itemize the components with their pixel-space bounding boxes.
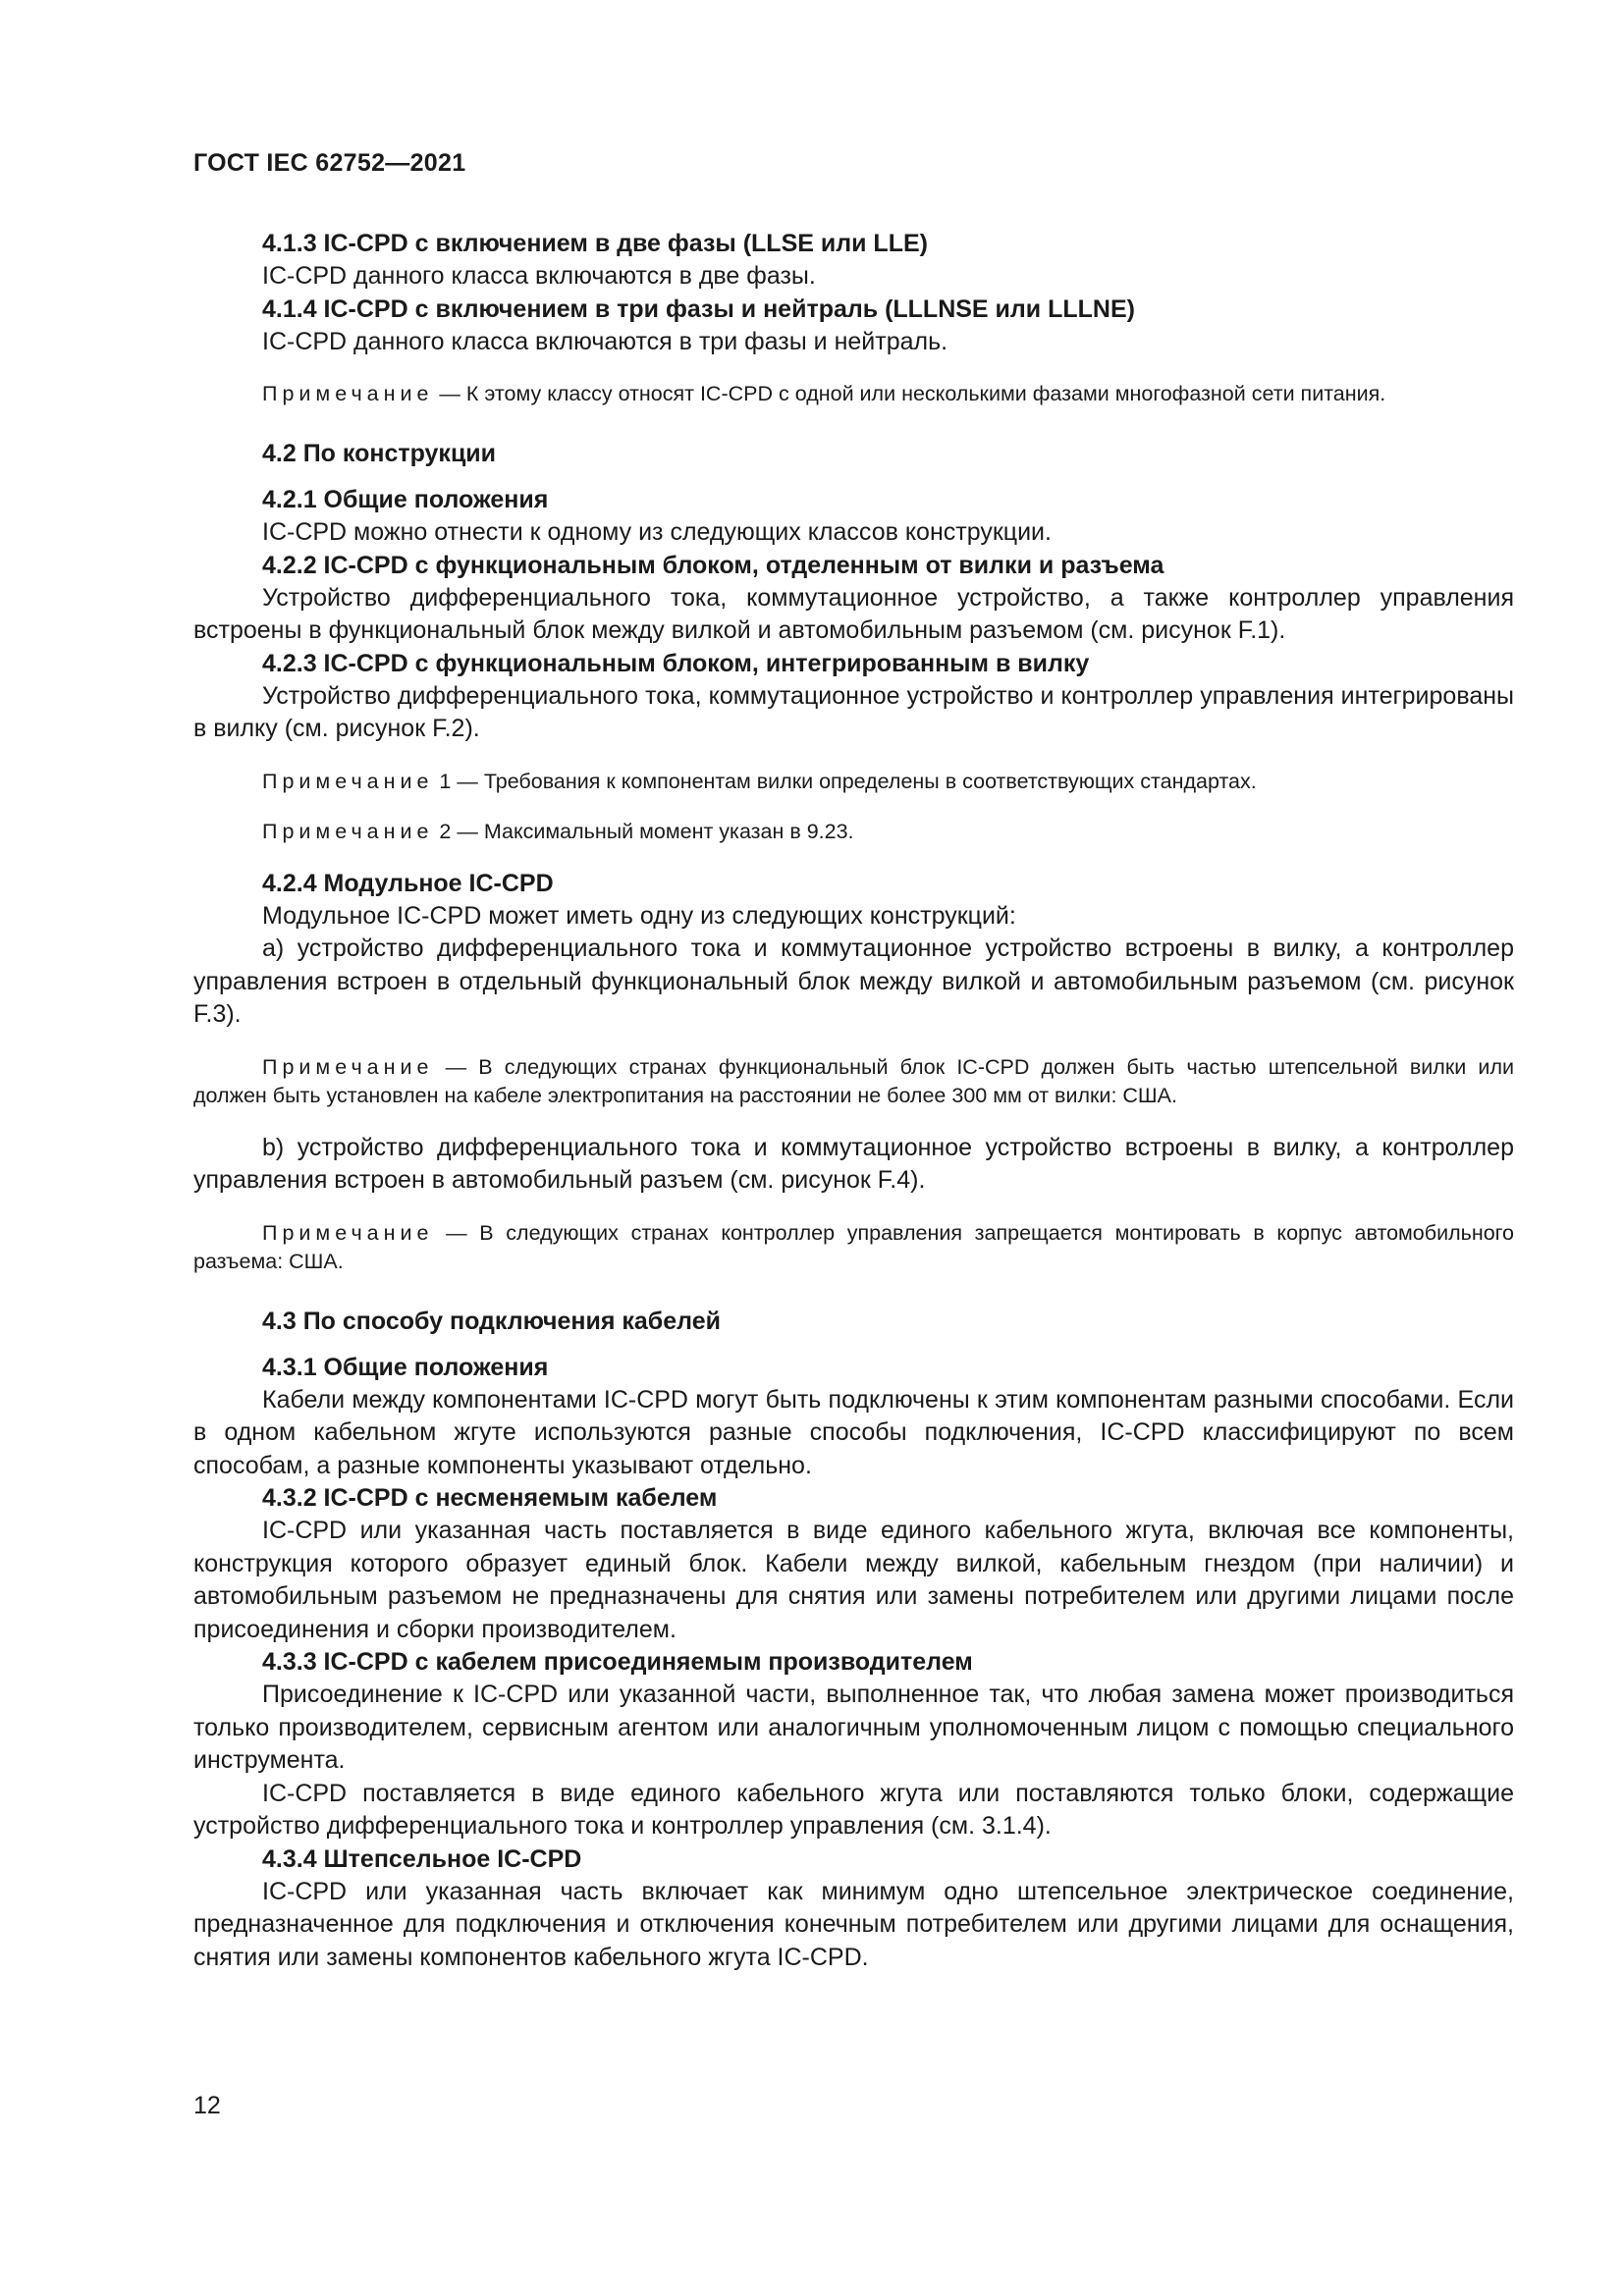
- note: [193, 1219, 1514, 1276]
- section-heading-4-1-4: 4.1.4 IC-CPD с включением в три фазы и нейтраль (LLLNSE или LLLNE): [262, 294, 1135, 323]
- paragraph: IC-CPD поставляется в виде единого кабельного жгута или поставляются только блоки, содержащие устройство дифференциального тока и контроллер управления (см. 3.1.4).: [193, 1779, 1514, 1840]
- section-heading-4-3-2: 4.3.2 IC-CPD с несменяемым кабелем: [262, 1484, 718, 1512]
- note-label: Примечание: [262, 1220, 434, 1245]
- document-header: ГОСТ IEC 62752—2021: [193, 149, 466, 177]
- section-heading-4-3-4: 4.3.4 Штепсельное IC-CPD: [262, 1844, 582, 1873]
- paragraph: IC-CPD можно отнести к одному из следующих классов конструкции.: [262, 518, 1052, 546]
- note: [193, 768, 1514, 796]
- section-heading-4-3-1: 4.3.1 Общие положения: [262, 1353, 549, 1381]
- section-heading-4-3-3: 4.3.3 IC-CPD с кабелем присоединяемым производителем: [262, 1648, 973, 1676]
- paragraph: Модульное IC-CPD может иметь одну из следующих конструкций:: [262, 901, 1016, 930]
- paragraph: Устройство дифференциального тока, коммутационное устройство, а также контроллер управления встроены в функциональный блок между вилкой и автомобильным разъемом (см. рисунок F.1).: [193, 583, 1514, 644]
- note-text: 2 — Максимальный момент указан в 9.23.: [433, 819, 854, 843]
- paragraph: IC-CPD или указанная часть поставляется в виде единого кабельного жгута, включая все компоненты, конструкция которого образует единый блок. Кабели между вилкой, кабельным гнездом (при наличии) и автомобильным разъемом не предназначены для снятия или замены потребителем или другими лицами после присоединения и сборки производителем.: [193, 1517, 1514, 1643]
- paragraph: Кабели между компонентами IC-CPD могут быть подключены к этим компонентам разными способами. Если в одном кабельном жгуте используются разные способы подключения, IC-CPD классифицируют по всем способам, а разные компоненты указывают отдельно.: [193, 1385, 1514, 1479]
- section-heading-4-1-3: 4.1.3 IC-CPD с включением в две фазы (LLSE или LLE): [262, 230, 928, 257]
- note-text: — В следующих странах функциональный блок IC-CPD должен быть частью штепсельной вилки или должен быть установлен на кабеле электропитания на расстоянии не более 300 мм от вилки: США.: [193, 1054, 1514, 1107]
- paragraph: IC-CPD данного класса включаются в три фазы и нейтраль.: [262, 327, 948, 355]
- note-text: — К этому классу относят IC-CPD с одной или несколькими фазами многофазной сети питания.: [433, 382, 1386, 405]
- note-label: Примечание: [262, 382, 434, 405]
- paragraph: IC-CPD или указанная часть включает как минимум одно штепсельное электрическое соединение, предназначенное для подключения и отключения конечным потребителем или другими лицами для оснащения, снятия или замены компонентов кабельного жгута IC-CPD.: [193, 1877, 1514, 1971]
- note-label: Примечание: [262, 819, 434, 843]
- list-item: b) устройство дифференциального тока и коммутационное устройство встроены в вилку, а контроллер управления встроен в автомобильный разъем (см. рисунок F.4).: [193, 1133, 1514, 1194]
- page-number: 12: [193, 2092, 221, 2119]
- section-heading-4-2-4: 4.2.4 Модульное IC-CPD: [262, 869, 554, 897]
- document-body: [193, 228, 1514, 1974]
- note-text: — В следующих странах контроллер управления запрещается монтировать в корпус автомобильного разъема: США.: [193, 1220, 1514, 1273]
- paragraph: IC-CPD данного класса включаются в две фазы.: [262, 262, 816, 290]
- section-heading-4-3: 4.3 По способу подключения кабелей: [262, 1307, 721, 1335]
- section-heading-4-2-2: 4.2.2 IC-CPD с функциональным блоком, отделенным от вилки и разъема: [262, 551, 1164, 579]
- note-label: Примечание: [262, 1054, 434, 1079]
- section-heading-4-2: 4.2 По конструкции: [262, 440, 497, 467]
- list-item: a) устройство дифференциального тока и коммутационное устройство встроены в вилку, а контроллер управления встроен в отдельный функциональный блок между вилкой и автомобильным разъемом (см. рисунок F.3).: [193, 934, 1514, 1028]
- paragraph: Присоединение к IC-CPD или указанной части, выполненное так, что любая замена может производиться только производителем, сервисным агентом или аналогичным уполномоченным лицом с помощью специального инструмента.: [193, 1681, 1514, 1774]
- note-text: 1 — Требования к компонентам вилки определены в соответствующих стандартах.: [433, 769, 1257, 793]
- section-heading-4-2-1: 4.2.1 Общие положения: [262, 486, 549, 513]
- note-label: Примечание: [262, 769, 434, 793]
- section-heading-4-2-3: 4.2.3 IC-CPD с функциональным блоком, интегрированным в вилку: [262, 649, 1090, 677]
- note: [193, 1053, 1514, 1110]
- note: [193, 380, 1514, 408]
- paragraph: Устройство дифференциального тока, коммутационное устройство и контроллер управления интегрированы в вилку (см. рисунок F.2).: [193, 681, 1514, 742]
- note: [193, 818, 1514, 846]
